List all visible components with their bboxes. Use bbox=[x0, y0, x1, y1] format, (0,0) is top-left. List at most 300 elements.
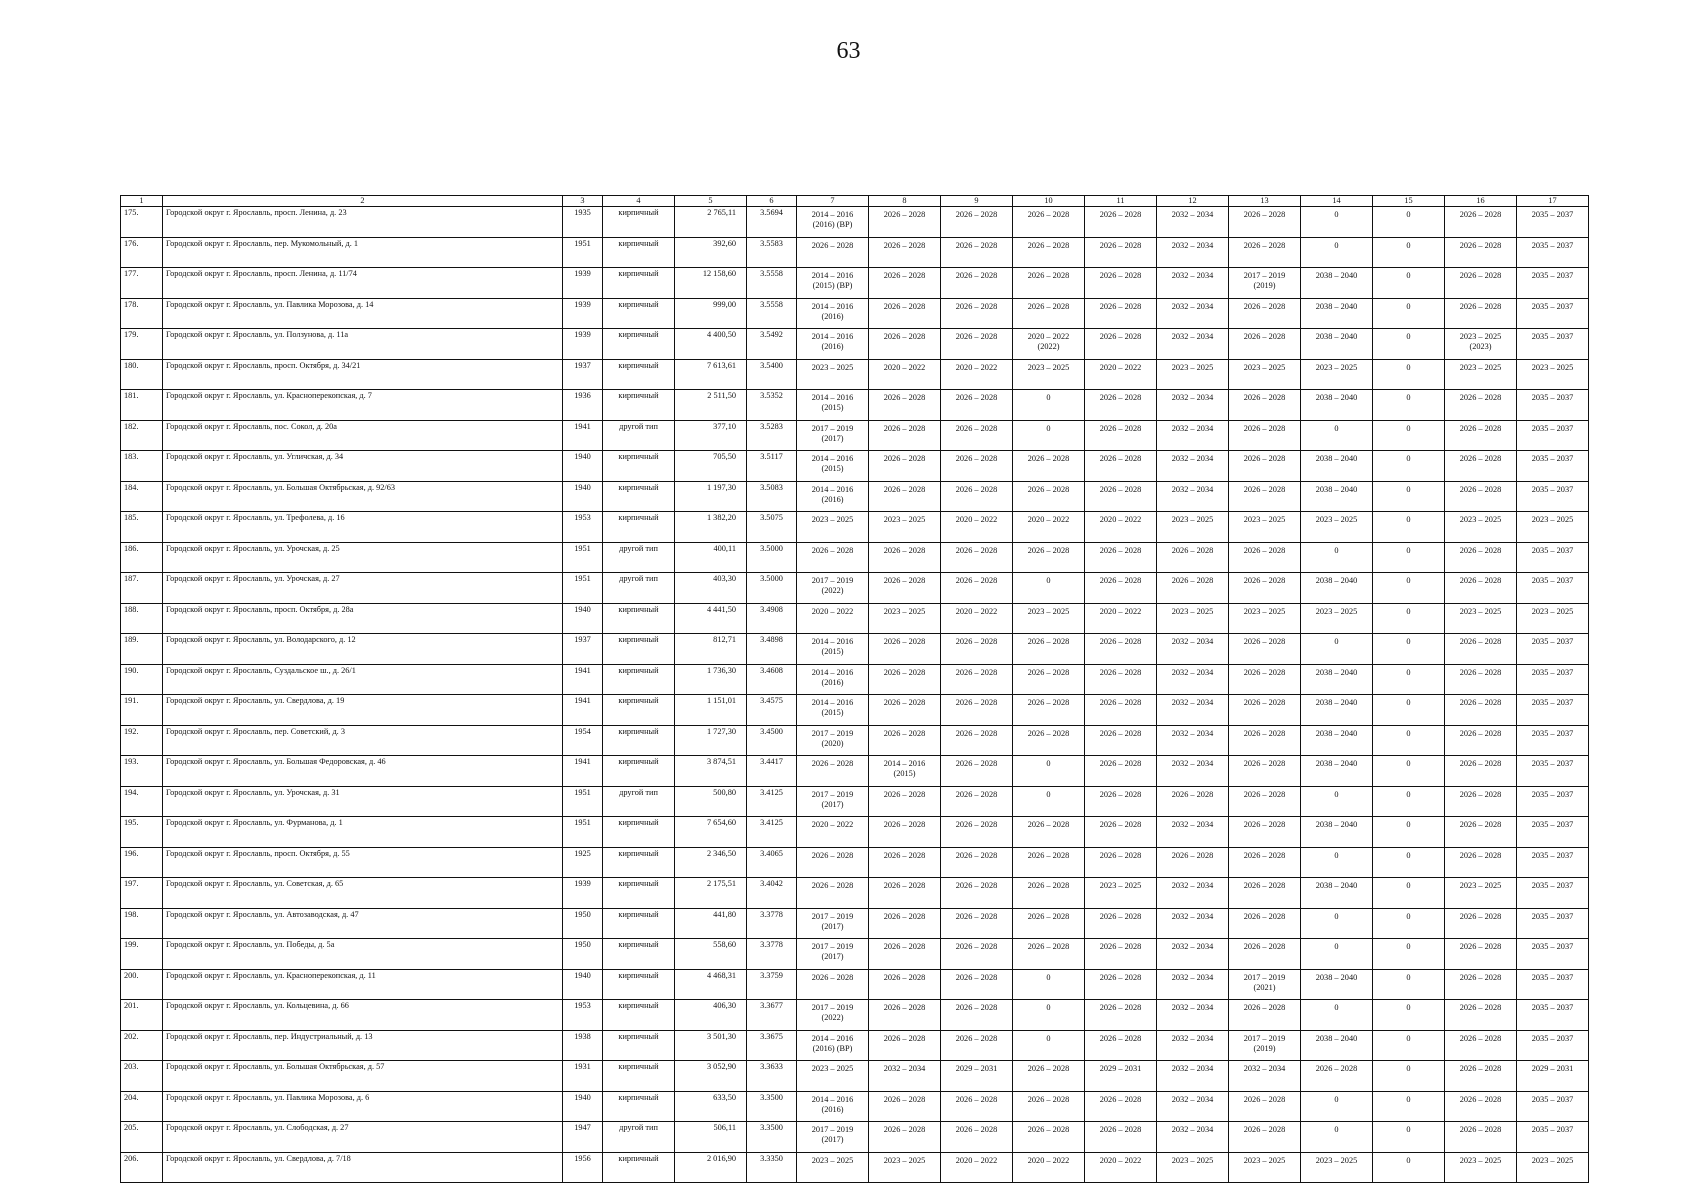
period-col-7-cell: 2014 – 2016 (2015) (ВР) bbox=[797, 268, 869, 299]
period-col-7-cell: 2014 – 2016 (2015) bbox=[797, 390, 869, 421]
wall-material-cell: другой тип bbox=[603, 573, 675, 604]
address-cell: Городской округ г. Ярославль, пос. Сокол, д. 20а bbox=[163, 420, 563, 451]
index-value-cell: 3.4575 bbox=[747, 695, 797, 726]
period-col-13-cell: 2026 – 2028 bbox=[1229, 390, 1301, 421]
period-col-14-cell: 2038 – 2040 bbox=[1301, 1030, 1373, 1061]
period-col-11-cell: 2026 – 2028 bbox=[1085, 786, 1157, 817]
table-row bbox=[121, 1030, 1589, 1061]
period-col-14-cell: 2023 – 2025 bbox=[1301, 1152, 1373, 1183]
period-col-9-cell: 2026 – 2028 bbox=[941, 481, 1013, 512]
index-value-cell: 3.3778 bbox=[747, 939, 797, 970]
wall-material-cell: кирпичный bbox=[603, 847, 675, 878]
wall-material-cell: кирпичный bbox=[603, 359, 675, 390]
period-col-11-cell: 2026 – 2028 bbox=[1085, 908, 1157, 939]
period-col-10-cell: 2026 – 2028 bbox=[1013, 664, 1085, 695]
period-col-13-cell: 2017 – 2019 (2021) bbox=[1229, 969, 1301, 1000]
column-header-1: 1 bbox=[121, 196, 163, 207]
period-col-7-cell: 2017 – 2019 (2017) bbox=[797, 939, 869, 970]
year-built-cell: 1950 bbox=[563, 939, 603, 970]
address-cell: Городской округ г. Ярославль, ул. Урочская, д. 31 bbox=[163, 786, 563, 817]
period-col-11-cell: 2026 – 2028 bbox=[1085, 1030, 1157, 1061]
column-header-7: 7 bbox=[797, 196, 869, 207]
period-col-9-cell: 2020 – 2022 bbox=[941, 1152, 1013, 1183]
period-col-11-cell: 2026 – 2028 bbox=[1085, 207, 1157, 238]
period-col-13-cell: 2032 – 2034 bbox=[1229, 1061, 1301, 1092]
table-row bbox=[121, 603, 1589, 634]
period-col-7-cell: 2023 – 2025 bbox=[797, 1152, 869, 1183]
period-col-15-cell: 0 bbox=[1373, 939, 1445, 970]
period-col-16-cell: 2026 – 2028 bbox=[1445, 1061, 1517, 1092]
period-col-10-cell: 2026 – 2028 bbox=[1013, 939, 1085, 970]
period-col-12-cell: 2032 – 2034 bbox=[1157, 481, 1229, 512]
period-col-17-cell: 2035 – 2037 bbox=[1517, 329, 1589, 360]
wall-material-cell: кирпичный bbox=[603, 268, 675, 299]
period-col-13-cell: 2026 – 2028 bbox=[1229, 1091, 1301, 1122]
wall-material-cell: кирпичный bbox=[603, 329, 675, 360]
table-row bbox=[121, 207, 1589, 238]
index-value-cell: 3.4417 bbox=[747, 756, 797, 787]
period-col-15-cell: 0 bbox=[1373, 817, 1445, 848]
column-header-16: 16 bbox=[1445, 196, 1517, 207]
year-built-cell: 1951 bbox=[563, 542, 603, 573]
period-col-7-cell: 2017 – 2019 (2022) bbox=[797, 573, 869, 604]
period-col-9-cell: 2026 – 2028 bbox=[941, 664, 1013, 695]
year-built-cell: 1956 bbox=[563, 1152, 603, 1183]
row-number-cell: 180. bbox=[121, 359, 163, 390]
year-built-cell: 1940 bbox=[563, 603, 603, 634]
wall-material-cell: кирпичный bbox=[603, 878, 675, 909]
table-row bbox=[121, 298, 1589, 329]
period-col-8-cell: 2026 – 2028 bbox=[869, 786, 941, 817]
year-built-cell: 1936 bbox=[563, 390, 603, 421]
period-col-9-cell: 2026 – 2028 bbox=[941, 939, 1013, 970]
period-col-12-cell: 2032 – 2034 bbox=[1157, 908, 1229, 939]
period-col-10-cell: 2020 – 2022 bbox=[1013, 512, 1085, 543]
index-value-cell: 3.3675 bbox=[747, 1030, 797, 1061]
period-col-15-cell: 0 bbox=[1373, 1091, 1445, 1122]
total-area-cell: 2 511,50 bbox=[675, 390, 747, 421]
row-number-cell: 178. bbox=[121, 298, 163, 329]
period-col-12-cell: 2026 – 2028 bbox=[1157, 542, 1229, 573]
period-col-17-cell: 2035 – 2037 bbox=[1517, 420, 1589, 451]
total-area-cell: 377,10 bbox=[675, 420, 747, 451]
period-col-15-cell: 0 bbox=[1373, 603, 1445, 634]
address-cell: Городской округ г. Ярославль, пер. Мукомольный, д. 1 bbox=[163, 237, 563, 268]
row-number-cell: 188. bbox=[121, 603, 163, 634]
wall-material-cell: кирпичный bbox=[603, 1000, 675, 1031]
row-number-cell: 175. bbox=[121, 207, 163, 238]
period-col-9-cell: 2026 – 2028 bbox=[941, 298, 1013, 329]
column-header-3: 3 bbox=[563, 196, 603, 207]
period-col-15-cell: 0 bbox=[1373, 512, 1445, 543]
wall-material-cell: другой тип bbox=[603, 1122, 675, 1153]
table-row bbox=[121, 573, 1589, 604]
period-col-15-cell: 0 bbox=[1373, 878, 1445, 909]
period-col-12-cell: 2032 – 2034 bbox=[1157, 756, 1229, 787]
year-built-cell: 1938 bbox=[563, 1030, 603, 1061]
index-value-cell: 3.5558 bbox=[747, 268, 797, 299]
row-number-cell: 201. bbox=[121, 1000, 163, 1031]
period-col-11-cell: 2026 – 2028 bbox=[1085, 847, 1157, 878]
row-number-cell: 184. bbox=[121, 481, 163, 512]
period-col-13-cell: 2023 – 2025 bbox=[1229, 1152, 1301, 1183]
period-col-16-cell: 2026 – 2028 bbox=[1445, 1030, 1517, 1061]
period-col-17-cell: 2035 – 2037 bbox=[1517, 390, 1589, 421]
year-built-cell: 1941 bbox=[563, 664, 603, 695]
table-row bbox=[121, 481, 1589, 512]
period-col-13-cell: 2026 – 2028 bbox=[1229, 329, 1301, 360]
period-col-8-cell: 2026 – 2028 bbox=[869, 390, 941, 421]
column-header-11: 11 bbox=[1085, 196, 1157, 207]
wall-material-cell: кирпичный bbox=[603, 512, 675, 543]
period-col-7-cell: 2020 – 2022 bbox=[797, 603, 869, 634]
period-col-15-cell: 0 bbox=[1373, 451, 1445, 482]
address-cell: Городской округ г. Ярославль, просп. Октября, д. 28а bbox=[163, 603, 563, 634]
period-col-17-cell: 2035 – 2037 bbox=[1517, 542, 1589, 573]
row-number-cell: 183. bbox=[121, 451, 163, 482]
period-col-8-cell: 2026 – 2028 bbox=[869, 237, 941, 268]
column-header-2: 2 bbox=[163, 196, 563, 207]
period-col-12-cell: 2026 – 2028 bbox=[1157, 573, 1229, 604]
row-number-cell: 205. bbox=[121, 1122, 163, 1153]
period-col-16-cell: 2023 – 2025 bbox=[1445, 1152, 1517, 1183]
period-col-14-cell: 2023 – 2025 bbox=[1301, 603, 1373, 634]
period-col-15-cell: 0 bbox=[1373, 390, 1445, 421]
period-col-9-cell: 2026 – 2028 bbox=[941, 847, 1013, 878]
period-col-15-cell: 0 bbox=[1373, 1122, 1445, 1153]
period-col-15-cell: 0 bbox=[1373, 1152, 1445, 1183]
period-col-15-cell: 0 bbox=[1373, 359, 1445, 390]
period-col-14-cell: 2038 – 2040 bbox=[1301, 969, 1373, 1000]
table-body bbox=[121, 207, 1589, 1183]
period-col-12-cell: 2032 – 2034 bbox=[1157, 725, 1229, 756]
table-row bbox=[121, 1061, 1589, 1092]
period-col-17-cell: 2023 – 2025 bbox=[1517, 603, 1589, 634]
index-value-cell: 3.3633 bbox=[747, 1061, 797, 1092]
period-col-11-cell: 2026 – 2028 bbox=[1085, 481, 1157, 512]
row-number-cell: 193. bbox=[121, 756, 163, 787]
period-col-14-cell: 2038 – 2040 bbox=[1301, 695, 1373, 726]
period-col-15-cell: 0 bbox=[1373, 298, 1445, 329]
wall-material-cell: кирпичный bbox=[603, 817, 675, 848]
period-col-8-cell: 2026 – 2028 bbox=[869, 939, 941, 970]
index-value-cell: 3.5075 bbox=[747, 512, 797, 543]
period-col-11-cell: 2020 – 2022 bbox=[1085, 603, 1157, 634]
period-col-13-cell: 2026 – 2028 bbox=[1229, 1000, 1301, 1031]
row-number-cell: 186. bbox=[121, 542, 163, 573]
total-area-cell: 1 382,20 bbox=[675, 512, 747, 543]
period-col-12-cell: 2023 – 2025 bbox=[1157, 603, 1229, 634]
period-col-17-cell: 2035 – 2037 bbox=[1517, 847, 1589, 878]
period-col-13-cell: 2023 – 2025 bbox=[1229, 603, 1301, 634]
period-col-14-cell: 0 bbox=[1301, 237, 1373, 268]
period-col-8-cell: 2026 – 2028 bbox=[869, 969, 941, 1000]
period-col-11-cell: 2026 – 2028 bbox=[1085, 1091, 1157, 1122]
period-col-12-cell: 2032 – 2034 bbox=[1157, 695, 1229, 726]
period-col-9-cell: 2026 – 2028 bbox=[941, 542, 1013, 573]
address-cell: Городской округ г. Ярославль, ул. Ползунова, д. 11а bbox=[163, 329, 563, 360]
period-col-15-cell: 0 bbox=[1373, 542, 1445, 573]
total-area-cell: 1 736,30 bbox=[675, 664, 747, 695]
period-col-13-cell: 2026 – 2028 bbox=[1229, 481, 1301, 512]
page-number: 63 bbox=[836, 38, 861, 64]
period-col-11-cell: 2020 – 2022 bbox=[1085, 1152, 1157, 1183]
address-cell: Городской округ г. Ярославль, ул. Свердлова, д. 19 bbox=[163, 695, 563, 726]
index-value-cell: 3.5492 bbox=[747, 329, 797, 360]
column-header-5: 5 bbox=[675, 196, 747, 207]
period-col-15-cell: 0 bbox=[1373, 969, 1445, 1000]
period-col-16-cell: 2023 – 2025 bbox=[1445, 359, 1517, 390]
address-cell: Городской округ г. Ярославль, Суздальское ш., д. 26/1 bbox=[163, 664, 563, 695]
period-col-13-cell: 2026 – 2028 bbox=[1229, 420, 1301, 451]
period-col-14-cell: 0 bbox=[1301, 786, 1373, 817]
index-value-cell: 3.5583 bbox=[747, 237, 797, 268]
row-number-cell: 187. bbox=[121, 573, 163, 604]
period-col-12-cell: 2032 – 2034 bbox=[1157, 1061, 1229, 1092]
period-col-12-cell: 2032 – 2034 bbox=[1157, 420, 1229, 451]
period-col-8-cell: 2026 – 2028 bbox=[869, 329, 941, 360]
period-col-7-cell: 2020 – 2022 bbox=[797, 817, 869, 848]
period-col-15-cell: 0 bbox=[1373, 481, 1445, 512]
address-cell: Городской округ г. Ярославль, ул. Фурманова, д. 1 bbox=[163, 817, 563, 848]
table-row bbox=[121, 451, 1589, 482]
address-cell: Городской округ г. Ярославль, ул. Красноперекопская, д. 7 bbox=[163, 390, 563, 421]
period-col-10-cell: 2026 – 2028 bbox=[1013, 1122, 1085, 1153]
period-col-15-cell: 0 bbox=[1373, 573, 1445, 604]
total-area-cell: 403,30 bbox=[675, 573, 747, 604]
index-value-cell: 3.5283 bbox=[747, 420, 797, 451]
period-col-16-cell: 2026 – 2028 bbox=[1445, 756, 1517, 787]
row-number-cell: 197. bbox=[121, 878, 163, 909]
wall-material-cell: кирпичный bbox=[603, 451, 675, 482]
total-area-cell: 558,60 bbox=[675, 939, 747, 970]
period-col-11-cell: 2026 – 2028 bbox=[1085, 756, 1157, 787]
year-built-cell: 1951 bbox=[563, 786, 603, 817]
period-col-15-cell: 0 bbox=[1373, 1061, 1445, 1092]
period-col-9-cell: 2026 – 2028 bbox=[941, 756, 1013, 787]
address-cell: Городской округ г. Ярославль, ул. Кольцевина, д. 66 bbox=[163, 1000, 563, 1031]
row-number-cell: 191. bbox=[121, 695, 163, 726]
total-area-cell: 7 613,61 bbox=[675, 359, 747, 390]
wall-material-cell: кирпичный bbox=[603, 298, 675, 329]
period-col-16-cell: 2026 – 2028 bbox=[1445, 847, 1517, 878]
period-col-7-cell: 2026 – 2028 bbox=[797, 878, 869, 909]
index-value-cell: 3.4125 bbox=[747, 817, 797, 848]
period-col-17-cell: 2035 – 2037 bbox=[1517, 878, 1589, 909]
index-value-cell: 3.3500 bbox=[747, 1122, 797, 1153]
period-col-17-cell: 2035 – 2037 bbox=[1517, 969, 1589, 1000]
address-cell: Городской округ г. Ярославль, ул. Большая Федоровская, д. 46 bbox=[163, 756, 563, 787]
year-built-cell: 1941 bbox=[563, 756, 603, 787]
period-col-12-cell: 2032 – 2034 bbox=[1157, 664, 1229, 695]
year-built-cell: 1935 bbox=[563, 207, 603, 238]
year-built-cell: 1953 bbox=[563, 1000, 603, 1031]
wall-material-cell: другой тип bbox=[603, 542, 675, 573]
total-area-cell: 999,00 bbox=[675, 298, 747, 329]
period-col-10-cell: 2026 – 2028 bbox=[1013, 908, 1085, 939]
period-col-13-cell: 2026 – 2028 bbox=[1229, 878, 1301, 909]
wall-material-cell: кирпичный bbox=[603, 695, 675, 726]
row-number-cell: 179. bbox=[121, 329, 163, 360]
total-area-cell: 4 468,31 bbox=[675, 969, 747, 1000]
period-col-14-cell: 2038 – 2040 bbox=[1301, 481, 1373, 512]
period-col-16-cell: 2026 – 2028 bbox=[1445, 390, 1517, 421]
period-col-13-cell: 2026 – 2028 bbox=[1229, 756, 1301, 787]
period-col-11-cell: 2026 – 2028 bbox=[1085, 664, 1157, 695]
year-built-cell: 1951 bbox=[563, 237, 603, 268]
period-col-17-cell: 2035 – 2037 bbox=[1517, 298, 1589, 329]
period-col-10-cell: 2026 – 2028 bbox=[1013, 268, 1085, 299]
period-col-11-cell: 2026 – 2028 bbox=[1085, 451, 1157, 482]
table-row bbox=[121, 969, 1589, 1000]
period-col-11-cell: 2026 – 2028 bbox=[1085, 695, 1157, 726]
period-col-14-cell: 2038 – 2040 bbox=[1301, 817, 1373, 848]
period-col-9-cell: 2026 – 2028 bbox=[941, 237, 1013, 268]
period-col-9-cell: 2026 – 2028 bbox=[941, 268, 1013, 299]
year-built-cell: 1940 bbox=[563, 969, 603, 1000]
table-row bbox=[121, 878, 1589, 909]
period-col-15-cell: 0 bbox=[1373, 420, 1445, 451]
period-col-11-cell: 2026 – 2028 bbox=[1085, 1122, 1157, 1153]
column-header-9: 9 bbox=[941, 196, 1013, 207]
row-number-cell: 198. bbox=[121, 908, 163, 939]
total-area-cell: 2 765,11 bbox=[675, 207, 747, 238]
period-col-8-cell: 2026 – 2028 bbox=[869, 664, 941, 695]
period-col-8-cell: 2026 – 2028 bbox=[869, 878, 941, 909]
period-col-9-cell: 2026 – 2028 bbox=[941, 817, 1013, 848]
period-col-17-cell: 2035 – 2037 bbox=[1517, 268, 1589, 299]
period-col-9-cell: 2026 – 2028 bbox=[941, 1000, 1013, 1031]
period-col-12-cell: 2032 – 2034 bbox=[1157, 237, 1229, 268]
period-col-14-cell: 2038 – 2040 bbox=[1301, 268, 1373, 299]
period-col-10-cell: 2026 – 2028 bbox=[1013, 1091, 1085, 1122]
row-number-cell: 192. bbox=[121, 725, 163, 756]
table-row bbox=[121, 268, 1589, 299]
period-col-17-cell: 2035 – 2037 bbox=[1517, 939, 1589, 970]
period-col-15-cell: 0 bbox=[1373, 634, 1445, 665]
total-area-cell: 392,60 bbox=[675, 237, 747, 268]
period-col-13-cell: 2026 – 2028 bbox=[1229, 1122, 1301, 1153]
period-col-13-cell: 2023 – 2025 bbox=[1229, 359, 1301, 390]
year-built-cell: 1951 bbox=[563, 573, 603, 604]
period-col-7-cell: 2017 – 2019 (2017) bbox=[797, 420, 869, 451]
period-col-9-cell: 2026 – 2028 bbox=[941, 420, 1013, 451]
column-header-4: 4 bbox=[603, 196, 675, 207]
total-area-cell: 500,80 bbox=[675, 786, 747, 817]
period-col-8-cell: 2014 – 2016 (2015) bbox=[869, 756, 941, 787]
period-col-14-cell: 0 bbox=[1301, 1000, 1373, 1031]
total-area-cell: 2 346,50 bbox=[675, 847, 747, 878]
period-col-12-cell: 2032 – 2034 bbox=[1157, 298, 1229, 329]
period-col-14-cell: 0 bbox=[1301, 1122, 1373, 1153]
address-cell: Городской округ г. Ярославль, ул. Советская, д. 65 bbox=[163, 878, 563, 909]
index-value-cell: 3.4898 bbox=[747, 634, 797, 665]
period-col-15-cell: 0 bbox=[1373, 329, 1445, 360]
period-col-7-cell: 2026 – 2028 bbox=[797, 847, 869, 878]
period-col-8-cell: 2026 – 2028 bbox=[869, 908, 941, 939]
wall-material-cell: кирпичный bbox=[603, 969, 675, 1000]
address-cell: Городской округ г. Ярославль, ул. Свердлова, д. 7/18 bbox=[163, 1152, 563, 1183]
period-col-12-cell: 2032 – 2034 bbox=[1157, 817, 1229, 848]
wall-material-cell: кирпичный bbox=[603, 1091, 675, 1122]
period-col-17-cell: 2035 – 2037 bbox=[1517, 1122, 1589, 1153]
period-col-7-cell: 2023 – 2025 bbox=[797, 359, 869, 390]
period-col-16-cell: 2026 – 2028 bbox=[1445, 207, 1517, 238]
period-col-12-cell: 2032 – 2034 bbox=[1157, 207, 1229, 238]
period-col-17-cell: 2023 – 2025 bbox=[1517, 1152, 1589, 1183]
period-col-15-cell: 0 bbox=[1373, 1030, 1445, 1061]
period-col-12-cell: 2023 – 2025 bbox=[1157, 359, 1229, 390]
period-col-14-cell: 0 bbox=[1301, 1091, 1373, 1122]
period-col-8-cell: 2026 – 2028 bbox=[869, 695, 941, 726]
address-cell: Городской округ г. Ярославль, просп. Ленина, д. 23 bbox=[163, 207, 563, 238]
period-col-13-cell: 2026 – 2028 bbox=[1229, 298, 1301, 329]
address-cell: Городской округ г. Ярославль, ул. Павлика Морозова, д. 6 bbox=[163, 1091, 563, 1122]
address-cell: Городской округ г. Ярославль, ул. Трефолева, д. 16 bbox=[163, 512, 563, 543]
period-col-13-cell: 2026 – 2028 bbox=[1229, 634, 1301, 665]
period-col-16-cell: 2026 – 2028 bbox=[1445, 268, 1517, 299]
index-value-cell: 3.5352 bbox=[747, 390, 797, 421]
period-col-12-cell: 2032 – 2034 bbox=[1157, 878, 1229, 909]
period-col-8-cell: 2026 – 2028 bbox=[869, 1122, 941, 1153]
period-col-7-cell: 2014 – 2016 (2016) (ВР) bbox=[797, 207, 869, 238]
year-built-cell: 1950 bbox=[563, 908, 603, 939]
address-cell: Городской округ г. Ярославль, ул. Победы, д. 5а bbox=[163, 939, 563, 970]
year-built-cell: 1931 bbox=[563, 1061, 603, 1092]
address-cell: Городской округ г. Ярославль, ул. Большая Октябрьская, д. 92/63 bbox=[163, 481, 563, 512]
period-col-10-cell: 0 bbox=[1013, 573, 1085, 604]
period-col-7-cell: 2014 – 2016 (2016) (ВР) bbox=[797, 1030, 869, 1061]
table-row bbox=[121, 786, 1589, 817]
period-col-8-cell: 2023 – 2025 bbox=[869, 1152, 941, 1183]
period-col-10-cell: 0 bbox=[1013, 969, 1085, 1000]
period-col-13-cell: 2026 – 2028 bbox=[1229, 573, 1301, 604]
period-col-17-cell: 2035 – 2037 bbox=[1517, 786, 1589, 817]
period-col-7-cell: 2014 – 2016 (2016) bbox=[797, 1091, 869, 1122]
year-built-cell: 1937 bbox=[563, 359, 603, 390]
period-col-13-cell: 2026 – 2028 bbox=[1229, 237, 1301, 268]
total-area-cell: 4 441,50 bbox=[675, 603, 747, 634]
period-col-16-cell: 2026 – 2028 bbox=[1445, 573, 1517, 604]
table-row bbox=[121, 756, 1589, 787]
period-col-10-cell: 2026 – 2028 bbox=[1013, 725, 1085, 756]
table-row bbox=[121, 390, 1589, 421]
period-col-7-cell: 2014 – 2016 (2015) bbox=[797, 451, 869, 482]
address-cell: Городской округ г. Ярославль, пер. Советский, д. 3 bbox=[163, 725, 563, 756]
index-value-cell: 3.4065 bbox=[747, 847, 797, 878]
index-value-cell: 3.5558 bbox=[747, 298, 797, 329]
row-number-cell: 189. bbox=[121, 634, 163, 665]
period-col-8-cell: 2026 – 2028 bbox=[869, 1030, 941, 1061]
period-col-17-cell: 2035 – 2037 bbox=[1517, 817, 1589, 848]
year-built-cell: 1940 bbox=[563, 481, 603, 512]
year-built-cell: 1939 bbox=[563, 878, 603, 909]
year-built-cell: 1947 bbox=[563, 1122, 603, 1153]
period-col-13-cell: 2026 – 2028 bbox=[1229, 817, 1301, 848]
period-col-12-cell: 2032 – 2034 bbox=[1157, 1030, 1229, 1061]
table-row bbox=[121, 725, 1589, 756]
period-col-13-cell: 2026 – 2028 bbox=[1229, 207, 1301, 238]
index-value-cell: 3.5083 bbox=[747, 481, 797, 512]
period-col-12-cell: 2032 – 2034 bbox=[1157, 1122, 1229, 1153]
wall-material-cell: кирпичный bbox=[603, 664, 675, 695]
column-header-12: 12 bbox=[1157, 196, 1229, 207]
period-col-12-cell: 2023 – 2025 bbox=[1157, 512, 1229, 543]
period-col-15-cell: 0 bbox=[1373, 268, 1445, 299]
period-col-12-cell: 2032 – 2034 bbox=[1157, 939, 1229, 970]
period-col-10-cell: 2020 – 2022 bbox=[1013, 1152, 1085, 1183]
year-built-cell: 1940 bbox=[563, 451, 603, 482]
